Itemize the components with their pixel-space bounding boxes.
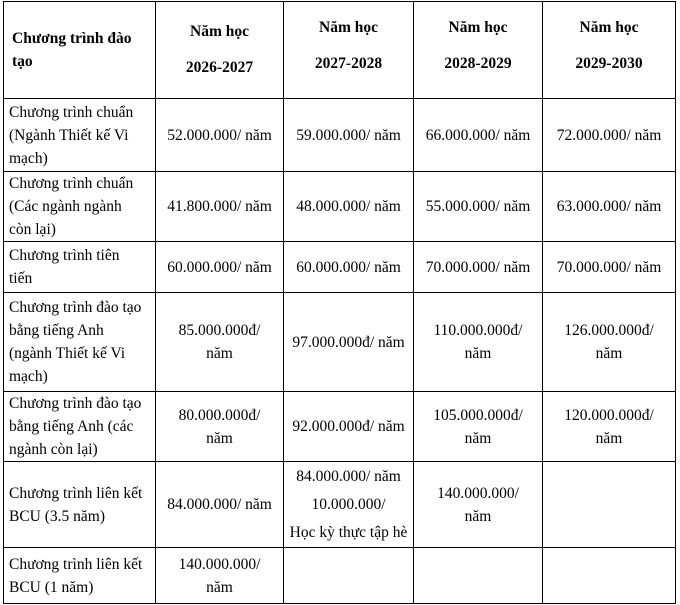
header-year-4: Năm học 2029-2030	[543, 2, 676, 99]
tuition-value: năm	[464, 429, 492, 447]
tuition-value: 126.000.000đ/	[564, 322, 654, 339]
header-year-2: Năm học 2027-2028	[284, 2, 414, 99]
tuition-value: 92.000.000đ/ năm	[292, 418, 405, 435]
tuition-cell	[156, 242, 284, 293]
tuition-cell	[414, 99, 543, 172]
tuition-cell	[156, 392, 284, 462]
table-row	[4, 462, 676, 548]
tuition-cell	[284, 548, 414, 604]
tuition-cell	[414, 172, 543, 242]
tuition-value: 70.000.000/ năm	[556, 258, 662, 276]
program-name-cell	[4, 99, 156, 172]
tuition-value: 60.000.000/ năm	[296, 258, 401, 276]
tuition-cell	[543, 548, 676, 604]
tuition-cell	[284, 462, 414, 548]
program-name-line: Chương trình đào tạo	[9, 299, 142, 316]
tuition-value: năm	[206, 345, 233, 362]
tuition-value: 66.000.000/ năm	[425, 126, 531, 144]
tuition-value: 120.000.000đ/	[564, 406, 654, 424]
tuition-value: 63.000.000/ năm	[556, 198, 662, 215]
program-name-line: bằng tiếng Anh (các	[9, 418, 134, 435]
program-name-line: BCU (3.5 năm)	[9, 507, 106, 525]
tuition-cell	[414, 392, 543, 462]
table-row	[4, 242, 676, 293]
program-name-cell	[4, 172, 156, 242]
program-name-line: Chương trình đào tạo	[9, 395, 142, 412]
tuition-cell	[284, 293, 414, 392]
tuition-cell	[156, 172, 284, 242]
header-year-1: Năm học 2026-2027	[156, 2, 284, 99]
tuition-value: năm	[464, 345, 492, 362]
tuition-value: 52.000.000/ năm	[167, 126, 272, 144]
tuition-value: 84.000.000/ năm	[296, 467, 401, 485]
program-name-cell	[4, 462, 156, 548]
tuition-cell	[284, 172, 414, 242]
program-name-line: Chương trình liên kết	[9, 555, 143, 573]
program-name-line: Chương trình chuẩn	[9, 175, 134, 192]
tuition-value: 48.000.000/ năm	[296, 198, 401, 215]
tuition-cell	[543, 99, 676, 172]
tuition-cell	[156, 462, 284, 548]
tuition-value: năm	[206, 429, 233, 447]
tuition-value: 10.000.000/	[311, 495, 386, 513]
program-name-line: (Ngành Thiết kế Vi	[9, 126, 129, 144]
tuition-value: 70.000.000/ năm	[425, 258, 531, 276]
tuition-value: 110.000.000đ/	[433, 322, 523, 339]
tuition-value: 97.000.000đ/ năm	[292, 333, 405, 351]
table-row	[4, 293, 676, 392]
program-name-line: Chương trình liên kết	[9, 484, 143, 502]
tuition-cell	[284, 392, 414, 462]
program-name-line: mạch)	[9, 368, 48, 385]
tuition-value: 72.000.000/ năm	[556, 126, 662, 144]
tuition-cell	[543, 172, 676, 242]
tuition-cell	[156, 293, 284, 392]
tuition-cell	[414, 548, 543, 604]
tuition-cell	[156, 548, 284, 604]
program-name-line: Chương trình tiên	[9, 247, 120, 264]
program-name-line: BCU (1 năm)	[9, 578, 94, 596]
tuition-value: 85.000.000đ/	[178, 322, 261, 339]
program-name-cell	[4, 548, 156, 604]
header-program-label: Chương trình đào tạo	[12, 30, 132, 70]
tuition-cell	[543, 392, 676, 462]
table-body	[4, 99, 676, 604]
tuition-value: 140.000.000/	[437, 484, 519, 502]
tuition-value: 105.000.000đ/	[433, 406, 523, 424]
program-name-line: Chương trình chuẩn	[9, 103, 134, 121]
table-row	[4, 548, 676, 604]
tuition-cell	[414, 242, 543, 293]
table-row	[4, 99, 676, 172]
program-name-line: ngành còn lại)	[9, 441, 98, 458]
tuition-value: 84.000.000/ năm	[167, 496, 272, 513]
tuition-cell	[284, 242, 414, 293]
program-name-line: tiến	[9, 270, 33, 287]
tuition-value: 59.000.000/ năm	[296, 126, 401, 144]
tuition-value: 140.000.000/	[178, 555, 261, 573]
tuition-value: 60.000.000/ năm	[167, 258, 272, 276]
tuition-value: 55.000.000/ năm	[425, 198, 531, 215]
tuition-cell	[543, 242, 676, 293]
tuition-value: 41.800.000/ năm	[167, 198, 272, 215]
tuition-value: Học kỳ thực tập hè	[289, 523, 408, 541]
tuition-cell	[543, 462, 676, 548]
program-name-line: bằng tiếng Anh	[9, 322, 104, 339]
tuition-value: năm	[595, 345, 623, 362]
program-name-cell	[4, 242, 156, 293]
program-name-line: (Các ngành ngành	[9, 198, 122, 215]
tuition-cell	[543, 293, 676, 392]
tuition-value: năm	[464, 507, 492, 525]
tuition-value: 80.000.000đ/	[178, 406, 261, 424]
program-name-line: (ngành Thiết kế Vi	[9, 345, 126, 362]
header-row	[4, 2, 676, 99]
tuition-value: năm	[595, 429, 623, 447]
tuition-cell	[284, 99, 414, 172]
header-program	[4, 2, 156, 99]
tuition-table	[3, 1, 676, 604]
program-name-line: còn lại)	[9, 221, 56, 238]
tuition-cell	[414, 293, 543, 392]
header-year-3: Năm học 2028-2029	[414, 2, 543, 99]
tuition-cell	[414, 462, 543, 548]
program-name-cell	[4, 392, 156, 462]
program-name-line: mạch)	[9, 149, 48, 167]
tuition-value: năm	[206, 578, 233, 596]
tuition-cell	[156, 99, 284, 172]
table-row	[4, 392, 676, 462]
table-row	[4, 172, 676, 242]
program-name-cell	[4, 293, 156, 392]
